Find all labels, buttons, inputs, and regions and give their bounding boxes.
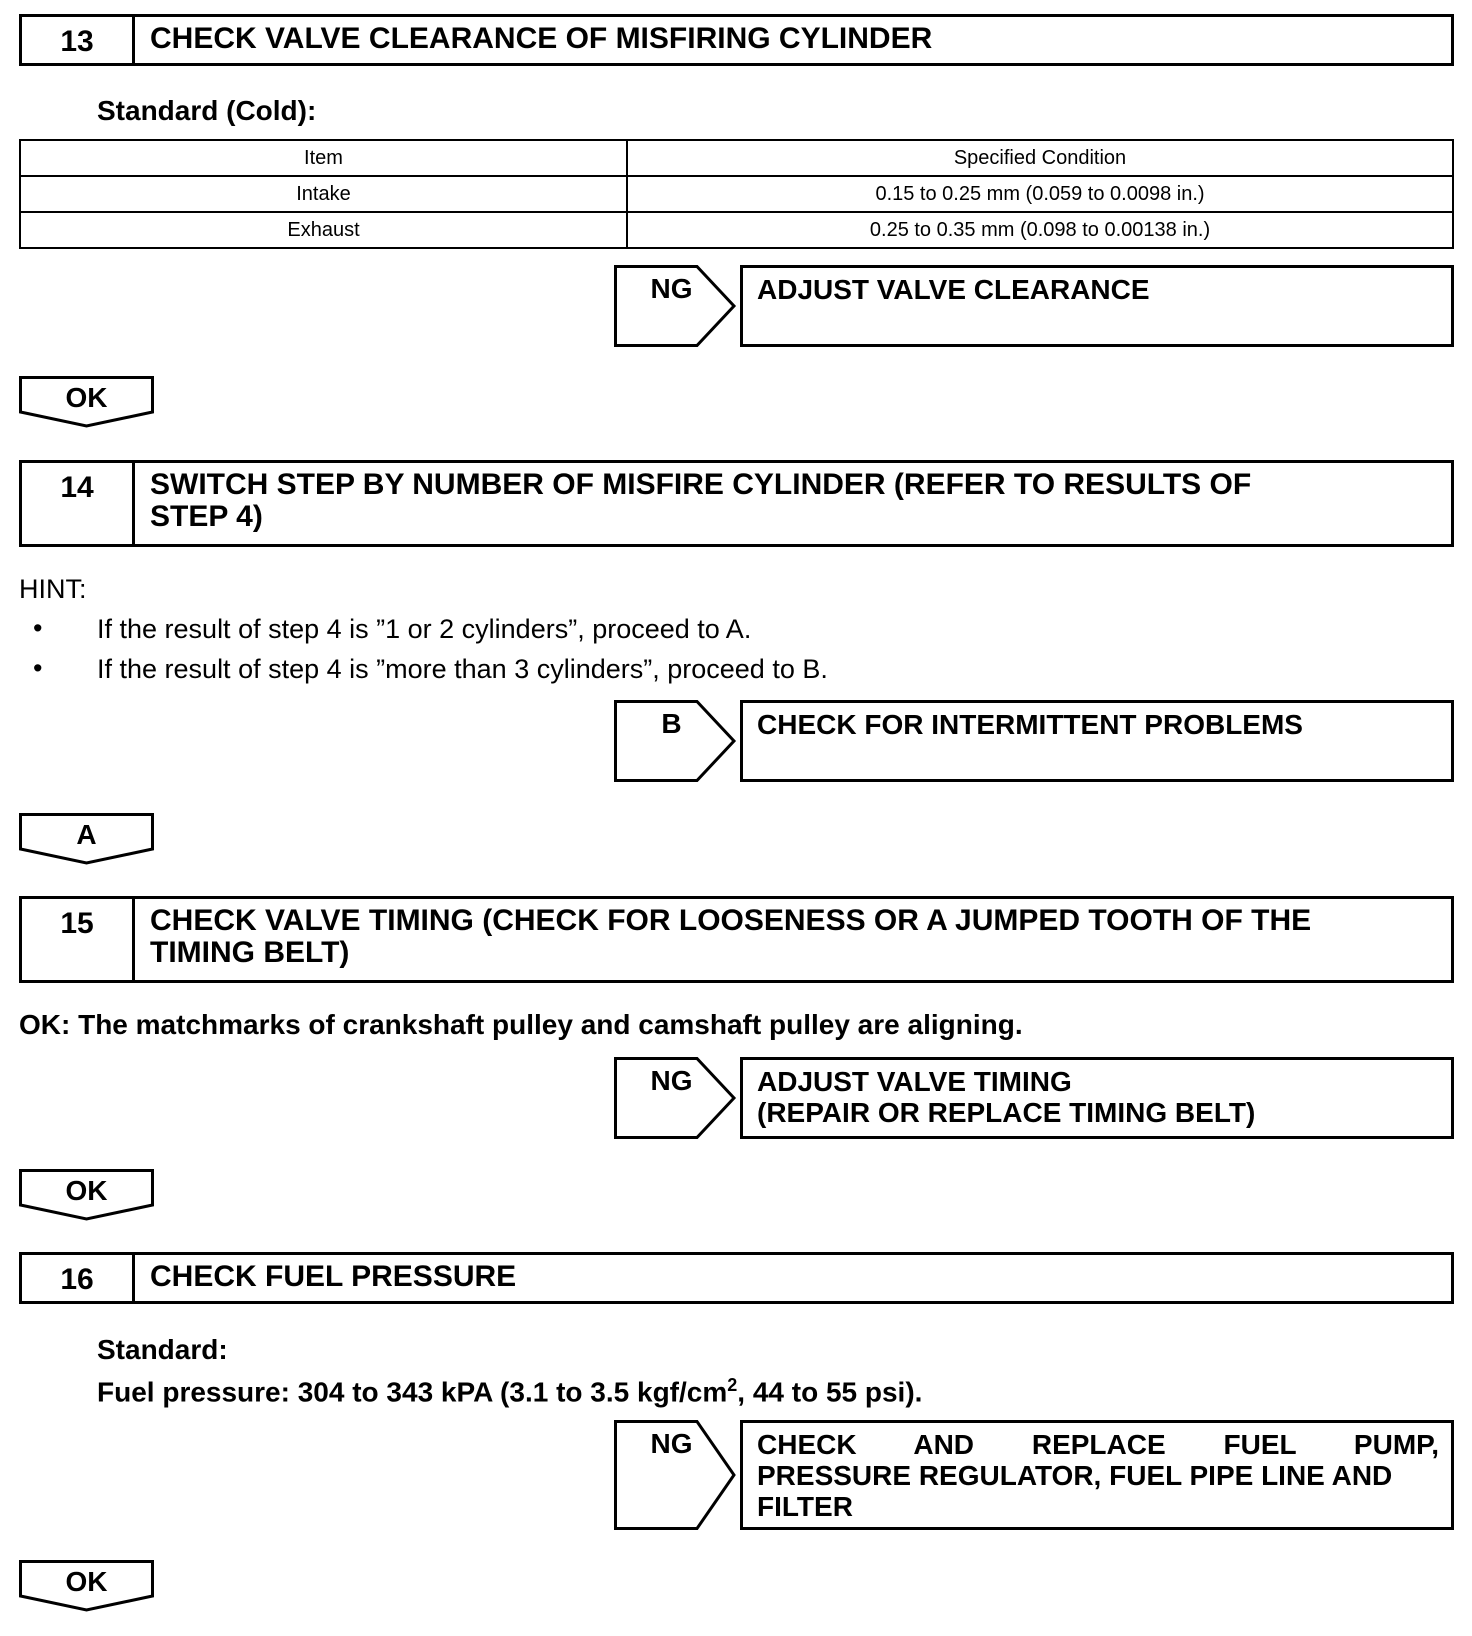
action-text: PRESSURE REGULATOR, FUEL PIPE LINE AND (757, 1460, 1393, 1491)
check-replace-fuel-pump-box (740, 1420, 1454, 1530)
continue-label: A (76, 819, 97, 850)
step-title: CHECK FUEL PRESSURE (150, 1260, 517, 1293)
a-continue-tag (19, 813, 157, 865)
hint-item: If the result of step 4 is ”more than 3 cylinders”, proceed to B. (97, 654, 828, 684)
branch-label: NG (650, 273, 693, 304)
standard-label: Standard (Cold): (97, 95, 317, 126)
action-text: ADJUST VALVE CLEARANCE (757, 274, 1150, 305)
table-row (20, 176, 1453, 212)
ng-branch-tag (614, 1420, 738, 1530)
branch-label: NG (650, 1428, 693, 1459)
ok-continue-tag (19, 1560, 157, 1612)
action-text: FILTER (757, 1491, 853, 1522)
table-cell: 0.25 to 0.35 mm (0.098 to 0.00138 in.) (627, 212, 1453, 248)
spec-text: , 44 to 55 psi). (737, 1376, 923, 1408)
step-title (150, 469, 1441, 533)
step-title-line: CHECK VALVE TIMING (CHECK FOR LOOSENESS OR A JUMPED TOOTH OF THE (150, 904, 1312, 937)
table-row (20, 212, 1453, 248)
bullet-icon: • (33, 613, 43, 643)
table-cell: 0.15 to 0.25 mm (0.059 to 0.0098 in.) (627, 176, 1453, 212)
step-title-line: SWITCH STEP BY NUMBER OF MISFIRE CYLINDER (REFER TO RESULTS OF (150, 468, 1252, 501)
step-title: CHECK VALVE CLEARANCE OF MISFIRING CYLINDER (150, 22, 933, 55)
step-13-header (19, 14, 1454, 66)
valve-clearance-table (19, 139, 1454, 249)
step-number: 14 (22, 463, 135, 544)
step-title (150, 905, 1441, 969)
continue-label: OK (65, 382, 108, 413)
continue-label: OK (65, 1175, 108, 1206)
step-14-header (19, 460, 1454, 547)
branch-label: B (661, 708, 682, 739)
ok-continue-tag (19, 1169, 157, 1221)
action-text: (REPAIR OR REPLACE TIMING BELT) (757, 1097, 1256, 1128)
step-15-header (19, 896, 1454, 983)
standard-label: Standard: (97, 1334, 228, 1365)
hint-item: If the result of step 4 is ”1 or 2 cylinders”, proceed to A. (97, 614, 752, 644)
table-cell: Exhaust (20, 212, 627, 248)
step-16-header (19, 1252, 1454, 1304)
branch-label: NG (650, 1065, 693, 1096)
continue-label: OK (65, 1566, 108, 1597)
hint-label: HINT: (19, 574, 87, 604)
spec-text: Fuel pressure: 304 to 343 kPA (3.1 to 3.5 kgf/cm (97, 1376, 728, 1408)
action-text: CHECK FOR INTERMITTENT PROBLEMS (757, 709, 1303, 740)
table-header-cell: Specified Condition (627, 140, 1453, 176)
ok-continue-tag (19, 376, 157, 428)
check-intermittent-problems-box (740, 700, 1454, 782)
b-branch-tag (614, 700, 738, 782)
bullet-icon: • (33, 653, 43, 683)
ok-condition-text: OK: The matchmarks of crankshaft pulley and camshaft pulley are aligning. (19, 1009, 1023, 1040)
ng-branch-tag (614, 265, 738, 347)
table-header-cell: Item (20, 140, 627, 176)
step-number: 16 (22, 1255, 135, 1301)
table-header-row (20, 140, 1453, 176)
action-text: CHECK AND REPLACE FUEL PUMP, (757, 1429, 1439, 1460)
action-text: ADJUST VALVE TIMING (757, 1066, 1072, 1097)
fuel-pressure-spec (97, 1375, 922, 1408)
step-title-line: STEP 4) (150, 500, 263, 533)
adjust-valve-clearance-box (740, 265, 1454, 347)
step-number: 13 (22, 17, 135, 63)
adjust-valve-timing-box (740, 1057, 1454, 1139)
step-title-line: TIMING BELT) (150, 936, 350, 969)
table-cell: Intake (20, 176, 627, 212)
step-number: 15 (22, 899, 135, 980)
spec-superscript: 2 (727, 1375, 738, 1395)
ng-branch-tag (614, 1057, 738, 1139)
